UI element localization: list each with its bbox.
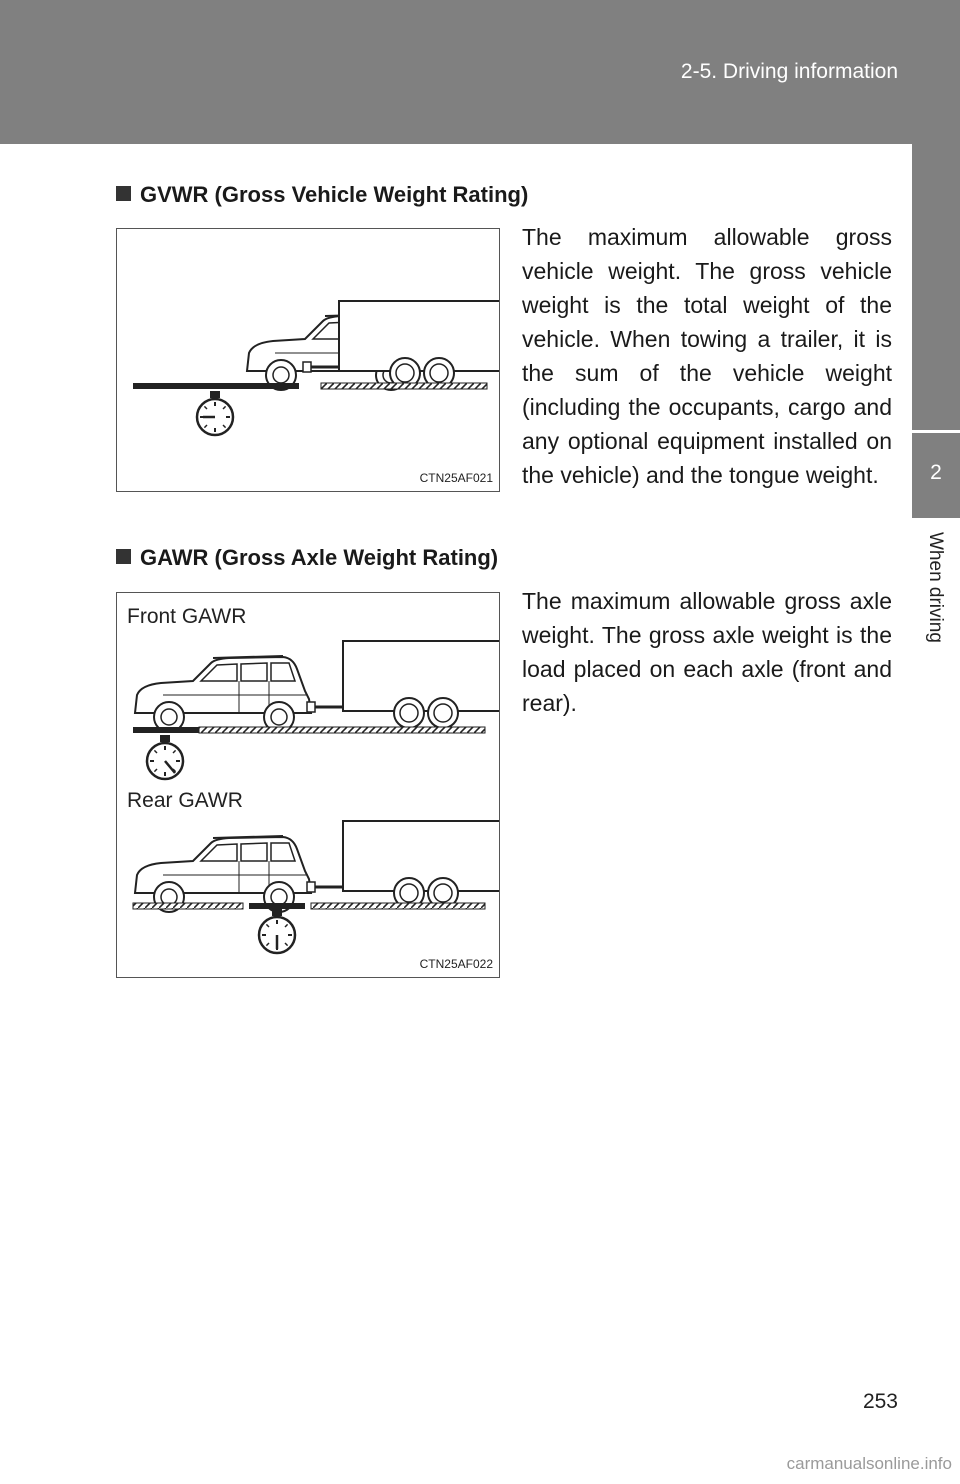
rear-gawr-label: Rear GAWR (127, 789, 243, 812)
gvwr-illustration (116, 228, 500, 492)
square-bullet-icon (116, 549, 131, 564)
watermark: carmanualsonline.info (786, 1454, 952, 1473)
side-tab-label (912, 518, 960, 698)
section-heading-gawr (116, 545, 498, 571)
trailer-icon (307, 821, 499, 908)
front-gauge-icon (147, 735, 183, 779)
ground-hatch (321, 383, 487, 389)
chapter-number: 2 (930, 461, 942, 484)
front-gawr-label: Front GAWR (127, 605, 247, 628)
side-tab-number (912, 430, 960, 521)
rear-scale-platform (249, 903, 305, 909)
page-header (0, 0, 960, 144)
figure-code: CTN25AF021 (419, 471, 493, 485)
figure-code: CTN25AF022 (419, 957, 493, 971)
scale-platform (133, 383, 299, 389)
vehicle-icon (135, 836, 311, 912)
section-heading-gvwr (116, 182, 528, 208)
chapter-label: When driving (925, 532, 946, 643)
heading-text: GVWR (Gross Vehicle Weight Rating) (140, 182, 529, 207)
gawr-illustration (116, 592, 500, 978)
gawr-description: The maximum allowable gross axle weight. The gross axle weight is the load placed on each axle (front and rear). (522, 588, 892, 716)
square-bullet-icon (116, 186, 131, 201)
vehicle-icon (135, 656, 311, 732)
page-number: 253 (862, 1390, 898, 1413)
gawr-diagram (117, 593, 499, 977)
ground-hatch (133, 903, 243, 909)
gvwr-diagram (117, 229, 499, 491)
scale-gauge-icon (197, 391, 233, 435)
side-tab-top (912, 144, 960, 430)
ground-hatch (199, 727, 485, 733)
chapter-title: 2-5. Driving information (680, 60, 898, 83)
ground-hatch (311, 903, 485, 909)
heading-text: GAWR (Gross Axle Weight Rating) (140, 545, 499, 570)
trailer-icon (307, 641, 499, 728)
gvwr-description: The maximum allowable gross vehicle weight. The gross vehicle weight is the total weight of the vehicle. When towing a trailer, it is the sum of the vehicle weight (including the occupants, cargo and any optional equipment installed on the vehicle) and the tongue weight. (522, 224, 892, 488)
